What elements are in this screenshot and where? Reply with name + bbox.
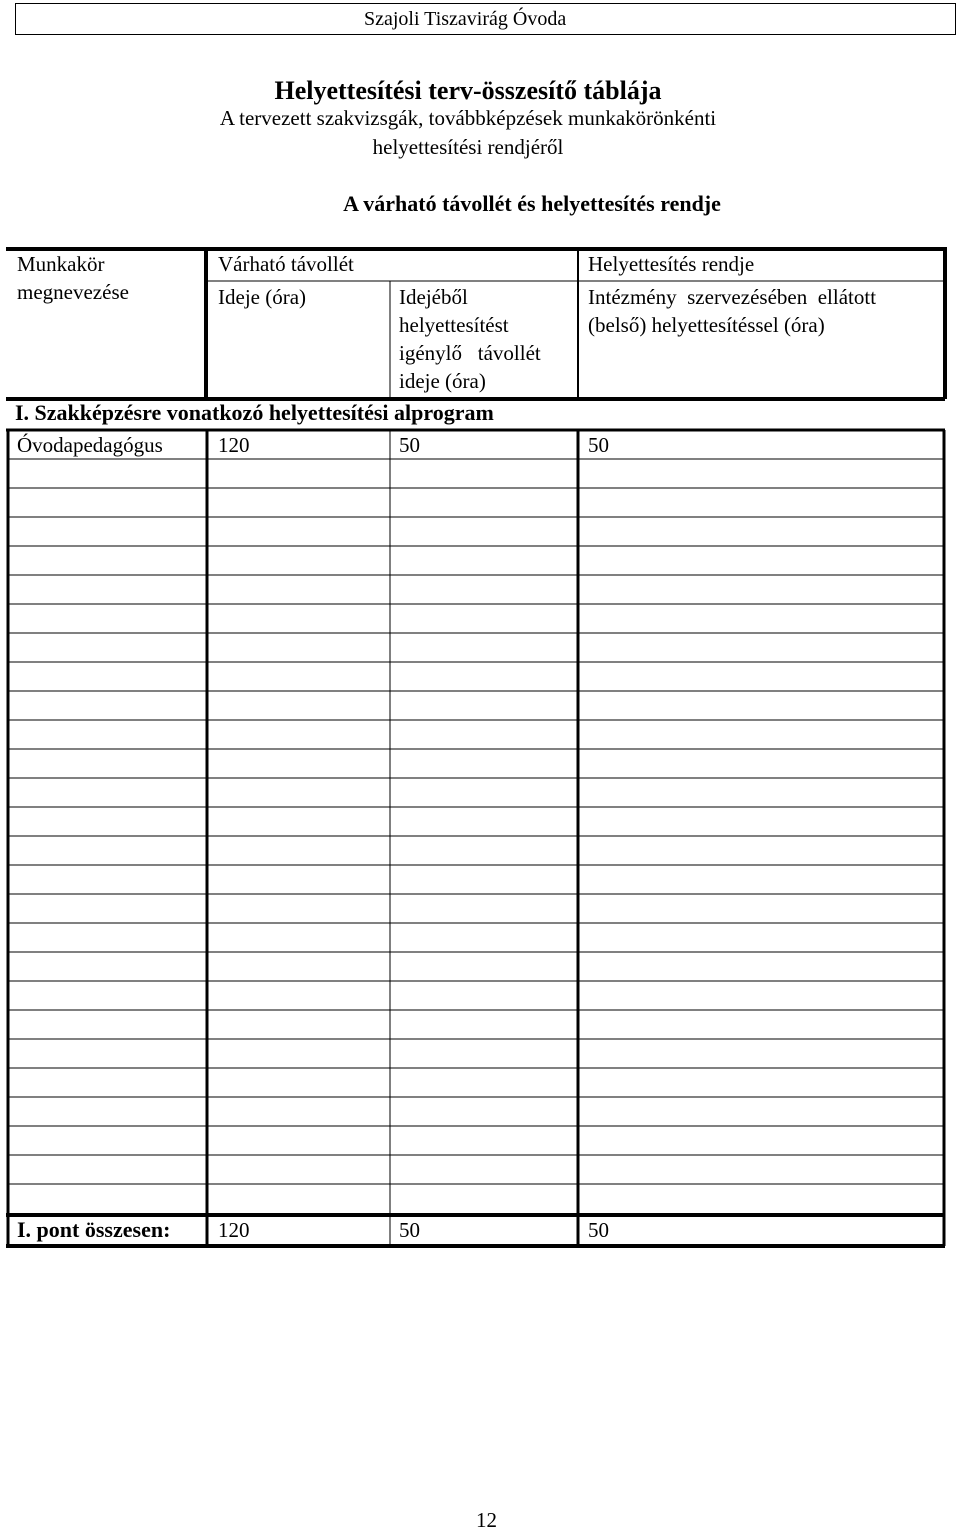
header-varhato-tavollet: Várható távollét (218, 252, 354, 276)
row-idejebol: 50 (399, 433, 420, 457)
document-title: Helyettesítési terv-összesítő táblája (274, 76, 662, 105)
organization-name: Szajoli Tiszavirág Óvoda (364, 8, 567, 30)
header-munkakor-line2: megnevezése (17, 280, 129, 304)
page-number: 12 (476, 1508, 497, 1532)
header-idejebol-line1: Idejéből (399, 285, 468, 309)
header-idejebol-line2: helyettesítést (399, 313, 509, 337)
header-idejebol-line3: igénylő távollét (399, 341, 541, 365)
header-ideje: Ideje (óra) (218, 285, 307, 309)
total-idejebol: 50 (399, 1218, 420, 1242)
header-box (15, 3, 956, 35)
section-title: A várható távollét és helyettesítés rendje (343, 191, 721, 216)
header-intezmeny-line1: Intézmény szervezésében ellátott (588, 285, 877, 309)
total-label: I. pont összesen: (17, 1217, 171, 1242)
header-intezmeny-line2: (belső) helyettesítéssel (óra) (588, 313, 825, 337)
document-subtitle-line1: A tervezett szakvizsgák, továbbképzések munkakörönkénti (219, 106, 717, 130)
total-ideje: 120 (218, 1218, 250, 1242)
total-belso: 50 (588, 1218, 609, 1242)
header-munkakor: Munkakör (17, 252, 105, 276)
section-row-label: I. Szakképzésre vonatkozó helyettesítési alprogram (15, 400, 494, 425)
header-idejebol-line4: ideje (óra) (399, 369, 486, 393)
document-subtitle-line2: helyettesítési rendjéről (372, 135, 564, 159)
row-role: Óvodapedagógus (17, 433, 163, 457)
header-helyettesites-rendje: Helyettesítés rendje (588, 252, 755, 276)
row-ideje: 120 (218, 433, 250, 457)
row-belso: 50 (588, 433, 609, 457)
